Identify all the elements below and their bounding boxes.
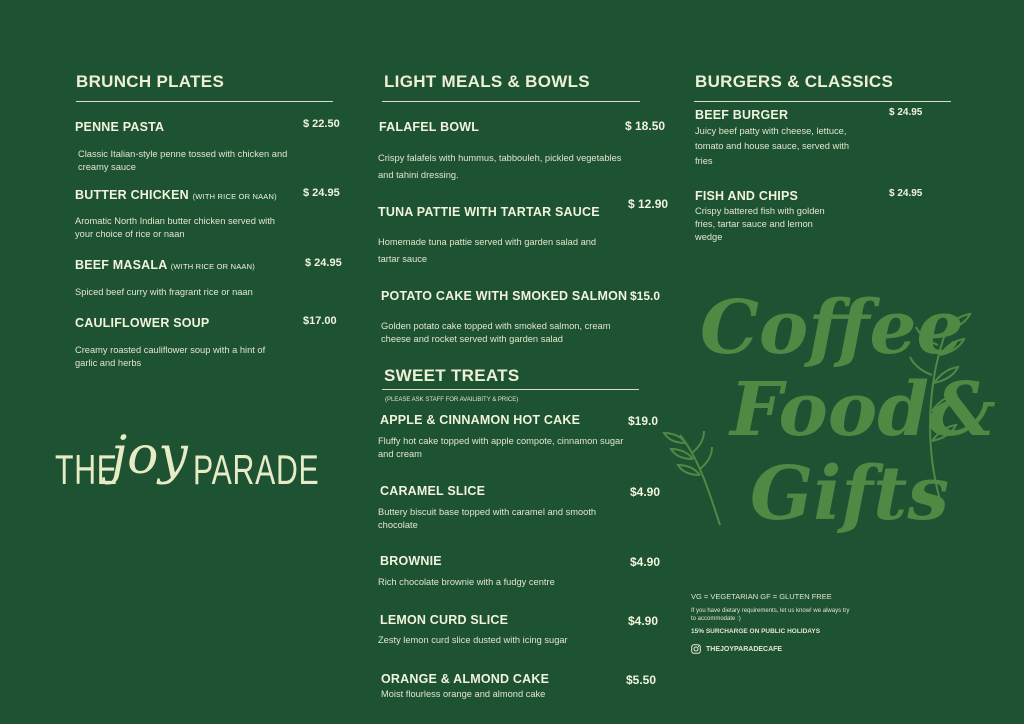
logo-parade: PARADE: [193, 446, 320, 493]
sweet-treats-section-title: SWEET TREATS: [384, 366, 520, 385]
instagram-label: THEJOYPARADECAFE: [706, 645, 783, 653]
menu-item-name: FALAFEL BOWL: [379, 120, 480, 134]
light-meals-section-title: LIGHT MEALS & BOWLS: [384, 72, 590, 91]
brunch-section-title: BRUNCH PLATES: [76, 72, 225, 91]
menu-item-description: Crispy battered fish with golden fries, tartar sauce and lemon wedge: [695, 206, 825, 242]
burgers-divider: [694, 101, 951, 102]
menu-item-description: Aromatic North Indian butter chicken served with your choice of rice or naan: [75, 216, 275, 239]
coffee-food-gifts-badge: [660, 285, 996, 585]
menu-item-description: Fluffy hot cake topped with apple compote, cinnamon sugar and cream: [378, 436, 624, 459]
menu-item-name: PENNE PASTA: [75, 120, 165, 134]
menu-item-price: $ 22.50: [303, 118, 340, 130]
burgers-section-title: BURGERS & CLASSICS: [695, 72, 894, 91]
instagram-icon: [691, 644, 701, 654]
menu-item-name: BROWNIE: [380, 554, 442, 568]
menu-item-price: $ 24.95: [303, 187, 340, 199]
sweet-treats-note: (PLEASE ASK STAFF FOR AVAILIBITY & PRICE): [385, 397, 519, 403]
menu-item-description: Zesty lemon curd slice dusted with icing sugar: [378, 635, 568, 645]
menu-item-price: $4.90: [630, 555, 661, 569]
menu-item-description: Moist flourless orange and almond cake: [381, 689, 546, 699]
badge-food: Food&: [730, 367, 996, 453]
menu-item-price: $4.90: [628, 614, 659, 628]
badge-coffee: Coffee: [700, 285, 964, 371]
menu-item-description: Rich chocolate brownie with a fudgy centre: [378, 577, 555, 587]
menu-item-description: Juicy beef patty with cheese, lettuce, tomato and house sauce, served with fries: [695, 126, 850, 166]
dietary-note: If you have dietary requirements, let us know! we always try to accommodate :): [691, 608, 850, 622]
sweet-treats-divider: [382, 389, 639, 390]
menu-item-description: Creamy roasted cauliflower soup with a hint of garlic and herbs: [75, 345, 266, 368]
menu-item-note: (WITH RICE OR NAAN): [170, 262, 255, 271]
menu-item-price: $17.00: [303, 315, 337, 327]
logo-the: THE: [55, 446, 118, 493]
menu-item-description: Classic Italian-style penne tossed with chicken and creamy sauce: [78, 149, 288, 172]
menu-item-name: APPLE & CINNAMON HOT CAKE: [380, 413, 581, 427]
menu-item-name: CARAMEL SLICE: [380, 484, 486, 498]
menu-item-price: $ 24.95: [889, 188, 923, 199]
menu-item-name: CAULIFLOWER SOUP: [75, 316, 210, 330]
menu-item-description: Spiced beef curry with fragrant rice or naan: [75, 287, 253, 297]
menu-item-price: $ 24.95: [889, 107, 923, 118]
menu-item-name: BUTTER CHICKEN (WITH RICE OR NAAN): [75, 188, 277, 202]
menu-item-price: $4.90: [630, 485, 661, 499]
menu-item-name: POTATO CAKE WITH SMOKED SALMON: [381, 289, 628, 303]
menu-item-name: FISH AND CHIPS: [695, 189, 799, 203]
instagram-handle[interactable]: [691, 644, 782, 654]
menu-item-description: Homemade tuna pattie served with garden salad and tartar sauce: [378, 237, 597, 264]
dietary-legend: VG = VEGETARIAN GF = GLUTEN FREE: [691, 592, 832, 601]
menu-item-name: ORANGE & ALMOND CAKE: [381, 672, 550, 686]
menu-item-price: $ 18.50: [625, 119, 666, 133]
menu-item-price: $5.50: [626, 673, 657, 687]
menu-item-name: BEEF MASALA (WITH RICE OR NAAN): [75, 258, 255, 272]
menu-item-name: LEMON CURD SLICE: [380, 613, 509, 627]
menu-item-name: TUNA PATTIE WITH TARTAR SAUCE: [378, 205, 600, 219]
menu-item-price: $15.0: [630, 289, 661, 303]
menu-item-description: Golden potato cake topped with smoked salmon, cream cheese and rocket served with garden salad: [381, 321, 611, 344]
surcharge-note: 15% SURCHARGE ON PUBLIC HOLIDAYS: [691, 628, 821, 635]
menu-item-price: $ 12.90: [628, 197, 669, 211]
light-meals-divider: [382, 101, 640, 102]
badge-gifts: Gifts: [750, 451, 949, 537]
menu-item-description: Crispy falafels with hummus, tabbouleh, pickled vegetables and tahini dressing.: [378, 153, 622, 180]
logo-joy: joy: [111, 426, 188, 486]
menu-item-description: Buttery biscuit base topped with caramel and smooth chocolate: [378, 507, 597, 530]
cafe-logo: [55, 426, 320, 552]
brunch-divider: [76, 101, 333, 102]
menu-item-name: BEEF BURGER: [695, 108, 789, 122]
menu-item-price: $19.0: [628, 414, 659, 428]
menu-item-note: (WITH RICE OR NAAN): [192, 192, 277, 201]
menu-item-price: $ 24.95: [305, 257, 342, 269]
